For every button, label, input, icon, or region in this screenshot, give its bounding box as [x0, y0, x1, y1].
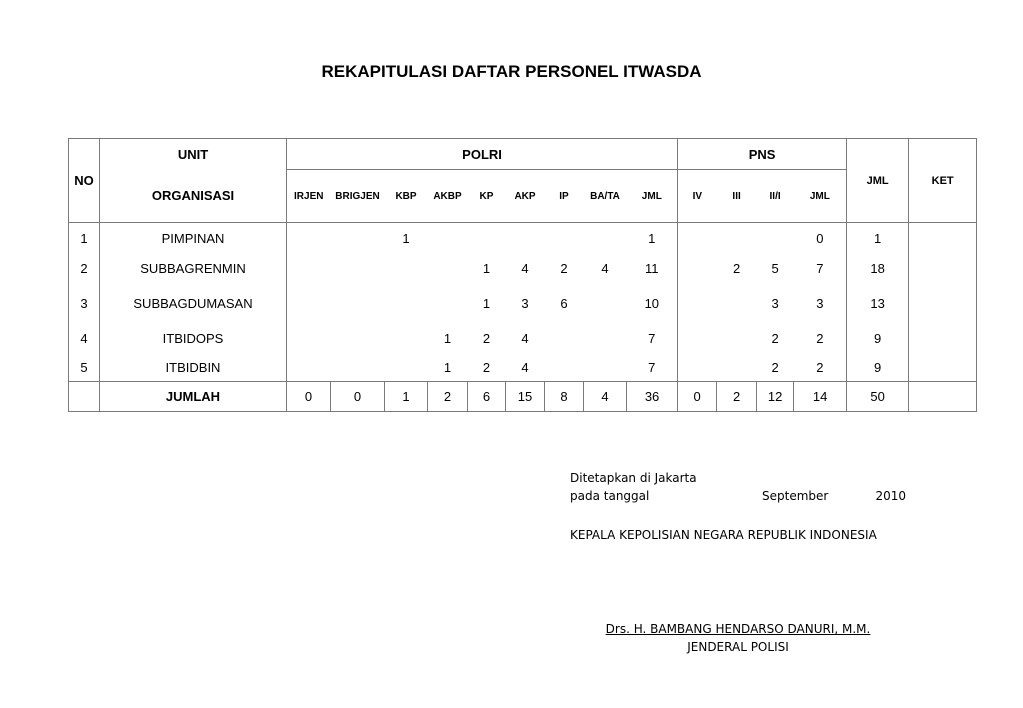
date-line: [570, 489, 906, 505]
cell: [757, 223, 794, 254]
cell: 4: [521, 359, 529, 375]
cell: [287, 324, 331, 354]
cell: 1: [482, 261, 491, 276]
cell: [678, 223, 717, 254]
cell: [385, 284, 428, 324]
total-cell: 0: [678, 382, 717, 412]
total-cell: 6: [468, 382, 506, 412]
row-no: 5: [69, 354, 100, 382]
cell: [385, 354, 428, 382]
col-irjen: IRJEN: [287, 170, 331, 223]
cell: 9: [847, 354, 909, 382]
table-row: [69, 354, 977, 382]
cell: 3: [771, 296, 779, 311]
cell: [331, 354, 385, 382]
cell: [468, 223, 506, 254]
header-no: NO: [69, 139, 100, 223]
table-row: [69, 284, 977, 324]
cell: [584, 284, 627, 324]
cell: 2: [560, 261, 568, 276]
row-no: 4: [69, 324, 100, 354]
table-row: [69, 324, 977, 354]
total-cell: 4: [584, 382, 627, 412]
cell: [584, 223, 627, 254]
cell: 4: [521, 261, 529, 276]
total-label: JUMLAH: [100, 382, 287, 412]
cell: [287, 223, 331, 254]
cell: [331, 223, 385, 254]
signatory-name-text: Drs. H. BAMBANG HENDARSO DANURI, M.M.: [605, 622, 871, 636]
cell: [678, 254, 717, 284]
cell: [909, 324, 977, 354]
cell: 1: [847, 223, 909, 254]
cell: [331, 324, 385, 354]
total-cell: 1: [385, 382, 428, 412]
row-unit: ITBIDOPS: [100, 324, 287, 354]
cell: [506, 223, 545, 254]
cell: 2: [771, 359, 779, 375]
cell: 13: [847, 284, 909, 324]
cell: 2: [794, 354, 847, 382]
cell: [545, 354, 584, 382]
cell: 7: [794, 254, 847, 284]
cell: [678, 284, 717, 324]
total-cell: 2: [428, 382, 468, 412]
page-title: REKAPITULASI DAFTAR PERSONEL ITWASDA: [321, 62, 702, 81]
cell: 4: [601, 261, 609, 276]
cell: 3: [794, 284, 847, 324]
row-unit: SUBBAGDUMASAN: [100, 284, 287, 324]
cell: 18: [847, 254, 909, 284]
total-cell: 12: [757, 382, 794, 412]
cell: [909, 284, 977, 324]
col-iii-i: II/I: [757, 170, 794, 223]
col-pns-jml: JML: [794, 170, 847, 223]
cell: 1: [402, 230, 410, 246]
cell: [678, 324, 717, 354]
cell: [678, 354, 717, 382]
cell: 1: [443, 359, 452, 375]
signatory-rank: JENDERAL POLISI: [687, 640, 789, 654]
cell: 1: [443, 331, 452, 346]
cell: 2: [482, 359, 491, 375]
col-kp: KP: [468, 170, 506, 223]
cell: 5: [771, 261, 779, 276]
cell: [545, 324, 584, 354]
row-unit: ITBIDBIN: [100, 354, 287, 382]
cell: 2: [771, 331, 779, 346]
header-unit: UNIT: [100, 139, 287, 170]
date-prefix: pada tanggal: [570, 489, 650, 503]
cell: [584, 324, 627, 354]
place-line: Ditetapkan di Jakarta: [570, 471, 697, 485]
cell: [287, 254, 331, 284]
table-row: [69, 223, 977, 254]
header-organisasi: ORGANISASI: [100, 170, 287, 223]
personnel-table: [68, 138, 977, 412]
date-year: 2010: [875, 489, 906, 503]
row-no: 1: [69, 223, 100, 254]
cell: 2: [482, 331, 491, 346]
header-polri: POLRI: [287, 139, 678, 170]
office-title: KEPALA KEPOLISIAN NEGARA REPUBLIK INDONESIA: [570, 528, 877, 542]
total-cell: 8: [545, 382, 584, 412]
cell: [717, 354, 757, 382]
cell: [331, 284, 385, 324]
cell: [717, 223, 757, 254]
total-cell: 0: [331, 382, 385, 412]
cell: [909, 354, 977, 382]
col-kbp: KBP: [385, 170, 428, 223]
cell: 7: [627, 324, 678, 354]
total-cell: 50: [847, 382, 909, 412]
col-brigjen: BRIGJEN: [331, 170, 385, 223]
total-cell: [909, 382, 977, 412]
cell: 7: [627, 354, 678, 382]
col-akbp: AKBP: [428, 170, 468, 223]
header-pns: PNS: [678, 139, 847, 170]
header-jml: JML: [847, 139, 909, 223]
col-bata: BA/TA: [584, 170, 627, 223]
cell: [287, 354, 331, 382]
total-no: [69, 382, 100, 412]
cell: [717, 284, 757, 324]
cell: 2: [732, 261, 741, 276]
col-akp: AKP: [506, 170, 545, 223]
total-cell: 15: [506, 382, 545, 412]
cell: 9: [847, 324, 909, 354]
cell: [909, 223, 977, 254]
cell: [428, 284, 468, 324]
row-no: 2: [69, 254, 100, 284]
cell: [584, 354, 627, 382]
cell: 11: [627, 254, 678, 284]
cell: 1: [482, 296, 491, 311]
cell: [428, 223, 468, 254]
total-cell: 14: [794, 382, 847, 412]
table-row: [69, 254, 977, 284]
cell: 2: [794, 324, 847, 354]
total-row: [69, 382, 977, 412]
row-unit: PIMPINAN: [100, 223, 287, 254]
cell: 0: [794, 223, 847, 254]
cell: [909, 254, 977, 284]
header-ket: KET: [909, 139, 977, 223]
cell: [385, 324, 428, 354]
col-iv: IV: [678, 170, 717, 223]
cell: [331, 254, 385, 284]
cell: 1: [627, 223, 678, 254]
cell: [287, 284, 331, 324]
col-ip: IP: [545, 170, 584, 223]
signatory-name: [570, 622, 906, 636]
date-month: September: [762, 489, 829, 503]
row-no: 3: [69, 284, 100, 324]
cell: [545, 223, 584, 254]
total-cell: 36: [627, 382, 678, 412]
row-unit: SUBBAGRENMIN: [100, 254, 287, 284]
cell: [717, 324, 757, 354]
total-cell: 2: [717, 382, 757, 412]
total-cell: 0: [287, 382, 331, 412]
cell: [385, 254, 428, 284]
cell: 10: [627, 284, 678, 324]
col-iii: III: [717, 170, 757, 223]
cell: 3: [521, 296, 529, 311]
cell: 4: [521, 331, 529, 346]
col-polri-jml: JML: [627, 170, 678, 223]
cell: 6: [560, 296, 568, 311]
cell: [428, 254, 468, 284]
